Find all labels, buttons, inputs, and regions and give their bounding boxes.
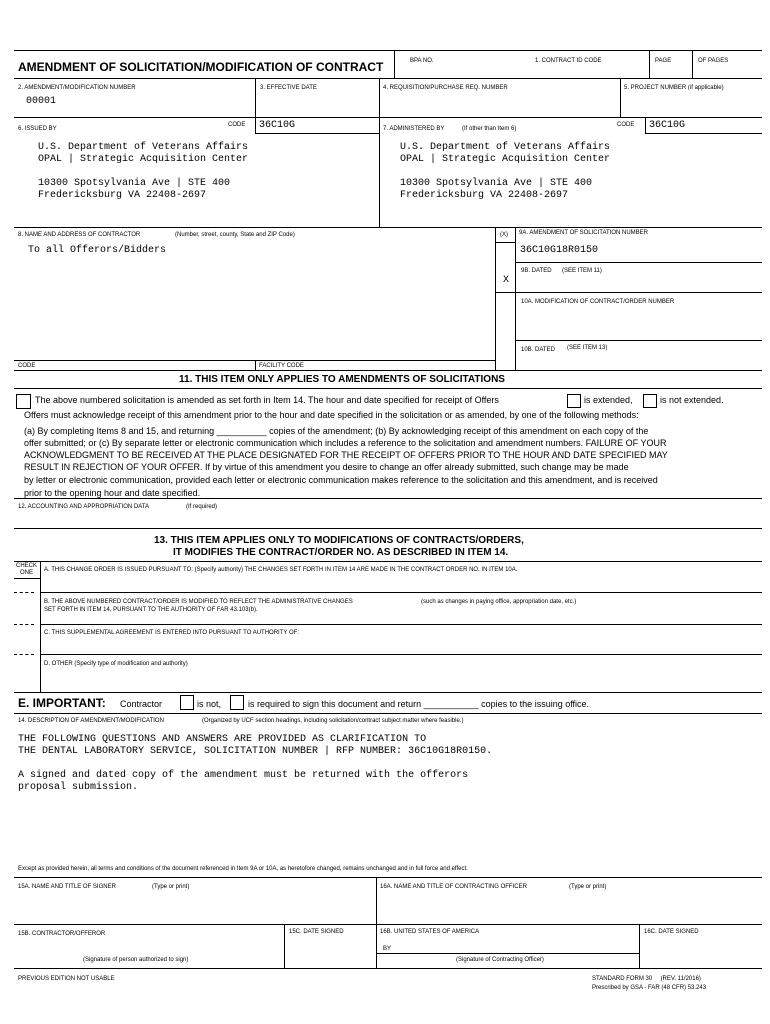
is-extended-checkbox[interactable] xyxy=(567,394,581,408)
form-title: AMENDMENT OF SOLICITATION/MODIFICATION OF CONTRACT xyxy=(18,60,384,74)
item-13c-text: C. THIS SUPPLEMENTAL AGREEMENT IS ENTERED INTO PURSUANT TO AUTHORITY OF: xyxy=(44,630,299,636)
page-label: PAGE xyxy=(655,58,672,64)
bpa-no-label: BPA NO. xyxy=(410,58,434,64)
item-11-line7: by letter or electronic communication, provided each letter or electronic communication makes reference to the solicitation and this amendment, and is received xyxy=(24,475,658,485)
item-13b-text-1: B. THE ABOVE NUMBERED CONTRACT/ORDER IS MODIFIED TO REFLECT THE ADMINISTRATIVE CHANGES xyxy=(44,599,353,605)
issued-by-address[interactable]: U.S. Department of Veterans Affairs OPAL | Strategic Acquisition Center 10300 Spotsylvania Ave | STE 400 Fredericksburg VA 22408-2697 xyxy=(38,142,249,201)
item-11-line6: RESULT IN REJECTION OF YOUR OFFER. If by virtue of this amendment you desire to change an offer already submitted, such change may be made xyxy=(24,462,629,472)
description-text[interactable]: THE FOLLOWING QUESTIONS AND ANSWERS ARE PROVIDED AS CLARIFICATION TO THE DENTAL LABORATORY SERVICE, SOLICITATION NUMBER | RFP NUMBER: 36C10G18R0150. A signed and dated copy of the amendment must be returned with the offerors proposal submission. xyxy=(18,734,493,793)
is-not-extended-checkbox[interactable] xyxy=(643,394,657,408)
officer-date-label: 16C. DATE SIGNED xyxy=(644,929,699,935)
description-qualifier: (Organized by UCF section headings, including solicitation/contract subject matter where feasible.) xyxy=(202,718,464,724)
except-provided-text: Except as provided herein, all terms and conditions of the document referenced in Item 9A or 10A, as heretofore changed, remains unchanged and in full force and effect. xyxy=(18,866,468,872)
facility-code-label: FACILITY CODE xyxy=(259,363,304,369)
is-not-required-checkbox[interactable] xyxy=(180,695,194,710)
contractor-offeror-label: 15B. CONTRACTOR/OFFEROR xyxy=(18,931,106,937)
item-13-heading-2: IT MODIFIES THE CONTRACT/ORDER NO. AS DESCRIBED IN ITEM 14. xyxy=(173,547,509,558)
officer-signature-caption: (Signature of Contracting Officer) xyxy=(456,957,544,963)
amendment-number-value[interactable]: 00001 xyxy=(26,96,57,107)
item-11-line5: ACKNOWLEDGMENT TO BE RECEIVED AT THE PLACE DESIGNATED FOR THE RECEIPT OF OFFERS PRIOR TO THE HOUR AND DATE SPECIFIED MAY xyxy=(24,450,668,460)
item-13-heading-1: 13. THIS ITEM APPLIES ONLY TO MODIFICATIONS OF CONTRACTS/ORDERS, xyxy=(154,535,524,546)
is-not-extended-label: is not extended. xyxy=(660,395,724,405)
description-label: 14. DESCRIPTION OF AMENDMENT/MODIFICATION xyxy=(18,718,164,724)
item-11-line8: prior to the opening hour and date specified. xyxy=(24,488,201,498)
is-required-checkbox[interactable] xyxy=(230,695,244,710)
item-11-line1: The above numbered solicitation is amended as set forth in Item 14. The hour and date specified for receipt of Offers xyxy=(35,395,499,405)
amendment-number-label: 2. AMENDMENT/MODIFICATION NUMBER xyxy=(18,85,136,91)
item-9b-qualifier: (SEE ITEM 11) xyxy=(562,268,602,274)
administered-by-label: 7. ADMINISTERED BY xyxy=(383,126,445,132)
administered-code-label: CODE xyxy=(617,122,635,128)
item-11-line4: offer submitted; or (c) By separate letter or electronic communication which includes a reference to the solicitation and amendment numbers. FAILURE OF YOUR xyxy=(24,438,667,448)
item-9b-dated-label: 9B. DATED xyxy=(521,268,552,274)
important-is-required: is required to sign this document and return ___________ copies to the issuing office. xyxy=(248,699,590,709)
administered-qualifier: (If other than Item 6) xyxy=(462,126,517,132)
contractor-qualifier: (Number, street, county, State and ZIP Code) xyxy=(175,232,295,238)
important-is-not: is not, xyxy=(197,699,222,709)
check-one-label-1: CHECK xyxy=(16,563,38,569)
accounting-data-label: 12. ACCOUNTING AND APPROPRIATION DATA xyxy=(18,504,150,510)
prescribed-by-text: Prescribed by GSA - FAR (48 CFR) 53.243 xyxy=(592,985,707,991)
is-extended-label: is extended, xyxy=(584,395,633,405)
item-10b-qualifier: (SEE ITEM 13) xyxy=(567,345,608,351)
item-11-amended-checkbox[interactable] xyxy=(16,394,31,409)
x-column-label: (X) xyxy=(500,232,508,238)
administered-by-address[interactable]: U.S. Department of Veterans Affairs OPAL | Strategic Acquisition Center 10300 Spotsylvania Ave | STE 400 Fredericksburg VA 22408-2697 xyxy=(400,142,611,201)
signer-name-label: 15A. NAME AND TITLE OF SIGNER xyxy=(18,884,116,890)
item-11-line3: (a) By completing Items 8 and 15, and returning __________ copies of the amendment; (b) By acknowledging receipt of this amendment on each copy of the xyxy=(24,426,649,436)
contractor-label: 8. NAME AND ADDRESS OF CONTRACTOR xyxy=(18,232,141,238)
check-one-label-2: ONE xyxy=(20,570,34,576)
item-11-heading: 11. THIS ITEM ONLY APPLIES TO AMENDMENTS OF SOLICITATIONS xyxy=(179,374,505,385)
item-13b-text-2: SET FORTH IN ITEM 14, PURSUANT TO THE AUTHORITY OF FAR 43.103(b). xyxy=(44,607,258,613)
contractor-code-label: CODE xyxy=(18,363,36,369)
item-10b-dated-label: 10B. DATED xyxy=(521,347,555,353)
by-label: BY xyxy=(383,946,392,952)
important-label: E. IMPORTANT: xyxy=(18,696,106,710)
modification-number-label: 10A. MODIFICATION OF CONTRACT/ORDER NUMBER xyxy=(521,299,675,305)
standard-form-text: STANDARD FORM 30 (REV. 11/2016) xyxy=(592,976,701,982)
important-contractor: Contractor xyxy=(120,699,163,709)
officer-name-qualifier: (Type or print) xyxy=(569,884,607,890)
solicitation-number-value[interactable]: 36C10G18R0150 xyxy=(520,245,599,256)
item-13b-qualifier: (such as changes in paying office, appropriation date, etc.) xyxy=(421,599,577,605)
administered-code-value[interactable]: 36C10G xyxy=(649,120,686,131)
item-13a-text: A. THIS CHANGE ORDER IS ISSUED PURSUANT TO: (Specify authority) THE CHANGES SET FORTH IN ITEM 14 ARE MADE IN THE CONTRACT ORDER NO. IN ITEM 10A. xyxy=(44,567,518,573)
signer-name-qualifier: (Type or print) xyxy=(152,884,190,890)
item-9b-x-mark[interactable]: X xyxy=(503,275,510,286)
issued-code-label: CODE xyxy=(228,122,246,128)
requisition-label: 4. REQUISITION/PURCHASE REQ. NUMBER xyxy=(383,85,508,91)
of-pages-label: OF PAGES xyxy=(698,58,729,64)
item-13d-text: D. OTHER (Specify type of modification and authority) xyxy=(44,661,188,667)
contractor-date-label: 15C. DATE SIGNED xyxy=(289,929,344,935)
contractor-value[interactable]: To all Offerors/Bidders xyxy=(28,245,167,256)
item-11-line2: Offers must acknowledge receipt of this amendment prior to the hour and date specified in the solicitation or as amended, by one of the following methods: xyxy=(24,410,639,420)
contract-id-label: 1. CONTRACT ID CODE xyxy=(535,58,602,64)
officer-name-label: 16A. NAME AND TITLE OF CONTRACTING OFFICER xyxy=(380,884,527,890)
solicitation-number-label: 9A. AMENDMENT OF SOLICITATION NUMBER xyxy=(519,230,649,236)
united-states-label: 16B. UNITED STATES OF AMERICA xyxy=(380,929,480,935)
issued-by-label: 6. ISSUED BY xyxy=(18,126,57,132)
previous-edition-text: PREVIOUS EDITION NOT USABLE xyxy=(18,976,115,982)
issued-code-value[interactable]: 36C10G xyxy=(259,120,296,131)
accounting-data-qualifier: (If required) xyxy=(186,504,218,510)
project-number-label: 5. PROJECT NUMBER (if applicable) xyxy=(624,85,724,91)
contractor-signature-caption: (Signature of person authorized to sign) xyxy=(83,957,189,963)
effective-date-label: 3. EFFECTIVE DATE xyxy=(260,85,317,91)
